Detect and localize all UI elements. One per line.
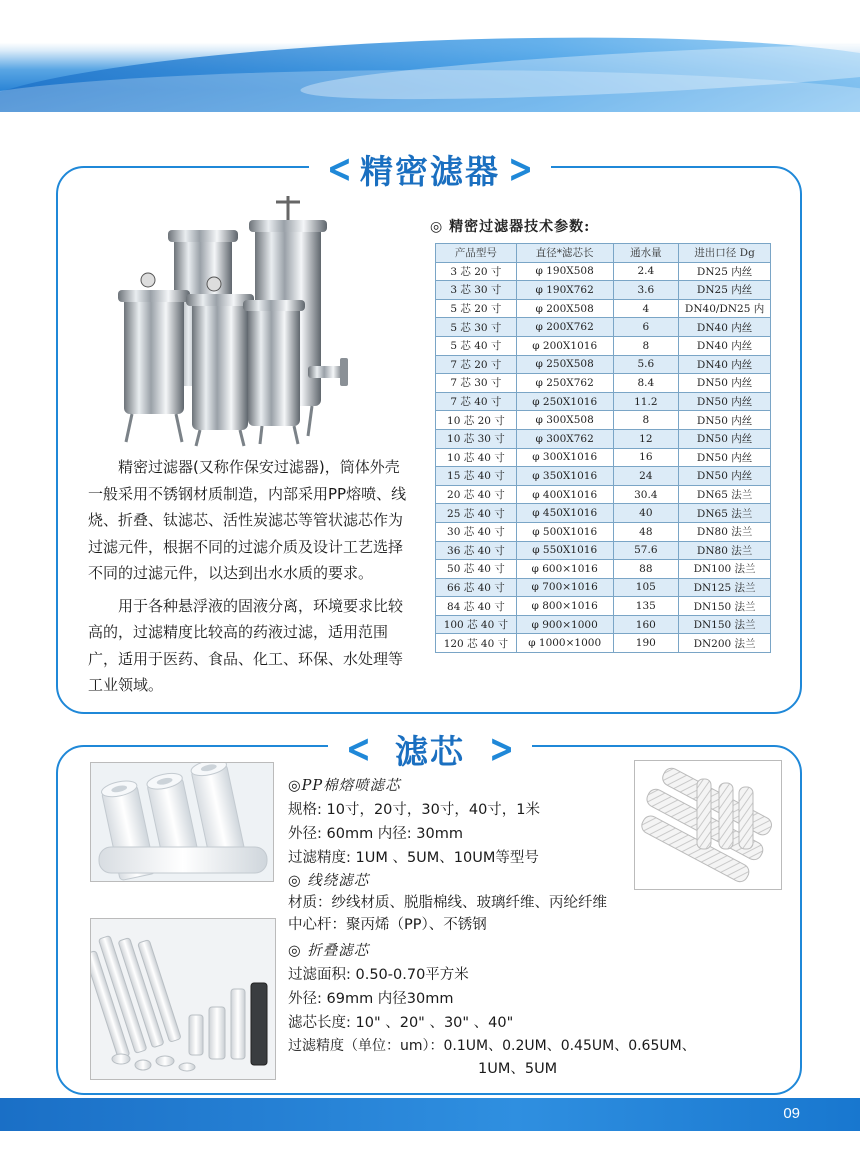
intro-paragraph-2: 用于各种悬浮液的固液分离，环境要求比较高的，过滤精度比较高的药液过滤，适用范围广，适用于医药、食品、化工、环保、水处理等工业领域。: [88, 596, 404, 694]
pleated-precision: 过滤精度（单位：um）：0.1UM、0.2UM、0.45UM、0.65UM、: [288, 1038, 696, 1054]
intro-text: [88, 454, 414, 699]
table-row: 5 芯 30 寸 φ 200X762 6 DN40 内丝: [436, 318, 771, 337]
table-row: 30 芯 40 寸 φ 500X1016 48 DN80 法兰: [436, 522, 771, 541]
intro-paragraph-1: 精密过滤器(又称作保安过滤器)，筒体外壳一般采用不锈钢材质制造，内部采用PP熔喷、线烧、折叠、钛滤芯、活性炭滤芯等管状滤芯作为过滤元件，根据不同的过滤介质及设计工艺选择不同的过滤元件，以达到出水水质的要求。: [88, 458, 407, 582]
wound-cartridge-heading: ◎ 线绕滤芯: [288, 873, 370, 889]
header-size: 直径*滤芯长: [516, 244, 613, 263]
table-row: 50 芯 40 寸 φ 600×1016 88 DN100 法兰: [436, 560, 771, 579]
chevron-left-icon: <: [345, 726, 371, 773]
pleated-precision-continued: 1UM、5UM: [478, 1061, 558, 1077]
pp-spec: 规格: 10寸，20寸，30寸，40寸，1米: [288, 802, 541, 818]
wound-material: 材质：纱线材质、脱脂棉线、玻璃纤维、丙纶纤维: [288, 895, 607, 911]
chevron-right-icon: >: [489, 726, 515, 773]
section-title-precision-filter: < 精密滤器 >: [0, 146, 860, 193]
table-row: 20 芯 40 寸 φ 400X1016 30.4 DN65 法兰: [436, 485, 771, 504]
header-port: 进出口径 Dg: [679, 244, 771, 263]
chevron-right-icon: >: [508, 146, 534, 193]
pp-precision: 过滤精度: 1UM 、5UM、10UM等型号: [288, 850, 539, 866]
table-row: 3 芯 30 寸 φ 190X762 3.6 DN25 内丝: [436, 281, 771, 300]
table-row: 3 芯 20 寸 φ 190X508 2.4 DN25 内丝: [436, 262, 771, 281]
pp-diameter: 外径: 60mm 内径: 30mm: [288, 826, 463, 842]
pleated-diameter: 外径: 69mm 内径30mm: [288, 991, 454, 1007]
bottom-bar: [0, 1098, 860, 1131]
chevron-left-icon: <: [326, 146, 352, 193]
table-row: 10 芯 40 寸 φ 300X1016 16 DN50 内丝: [436, 448, 771, 467]
table-header-row: [436, 244, 771, 263]
top-banner: [0, 0, 860, 112]
table-row: 120 芯 40 寸 φ 1000×1000 190 DN200 法兰: [436, 634, 771, 653]
table-row: 15 芯 40 寸 φ 350X1016 24 DN50 内丝: [436, 467, 771, 486]
pp-cartridge-heading: ◎PP棉熔喷滤芯: [288, 778, 401, 794]
table-row: 5 芯 40 寸 φ 200X1016 8 DN40 内丝: [436, 336, 771, 355]
wound-cartridge-image: [634, 760, 782, 890]
pleated-cartridge-image: [90, 918, 276, 1080]
table-row: 5 芯 20 寸 φ 200X508 4 DN40/DN25 内: [436, 299, 771, 318]
section-title-filter-cartridge: < 滤芯 >: [0, 726, 860, 773]
precision-filter-image: [112, 196, 372, 448]
pp-meltblown-cartridge-image: [90, 762, 274, 882]
spec-table: [435, 243, 771, 653]
page-number: 09: [783, 1105, 800, 1122]
pleated-cartridge-heading: ◎ 折叠滤芯: [288, 943, 370, 959]
table-row: 66 芯 40 寸 φ 700×1016 105 DN125 法兰: [436, 578, 771, 597]
wound-core: 中心杆：聚丙烯（PP）、不锈钢: [288, 917, 487, 933]
table-row: 10 芯 20 寸 φ 300X508 8 DN50 内丝: [436, 411, 771, 430]
table-row: 7 芯 30 寸 φ 250X762 8.4 DN50 内丝: [436, 374, 771, 393]
header-flow: 通水量: [613, 244, 679, 263]
table-row: 7 芯 40 寸 φ 250X1016 11.2 DN50 内丝: [436, 392, 771, 411]
pleated-area: 过滤面积: 0.50-0.70平方米: [288, 967, 469, 983]
table-row: 84 芯 40 寸 φ 800×1016 135 DN150 法兰: [436, 597, 771, 616]
table-row: 25 芯 40 寸 φ 450X1016 40 DN65 法兰: [436, 504, 771, 523]
table-heading: ◎ 精密过滤器技术参数:: [430, 219, 591, 235]
header-model: 产品型号: [436, 244, 517, 263]
table-row: 100 芯 40 寸 φ 900×1000 160 DN150 法兰: [436, 615, 771, 634]
table-row: 36 芯 40 寸 φ 550X1016 57.6 DN80 法兰: [436, 541, 771, 560]
pleated-length: 滤芯长度: 10" 、20" 、30" 、40": [288, 1015, 514, 1031]
table-row: 10 芯 30 寸 φ 300X762 12 DN50 内丝: [436, 429, 771, 448]
table-row: 7 芯 20 寸 φ 250X508 5.6 DN40 内丝: [436, 355, 771, 374]
